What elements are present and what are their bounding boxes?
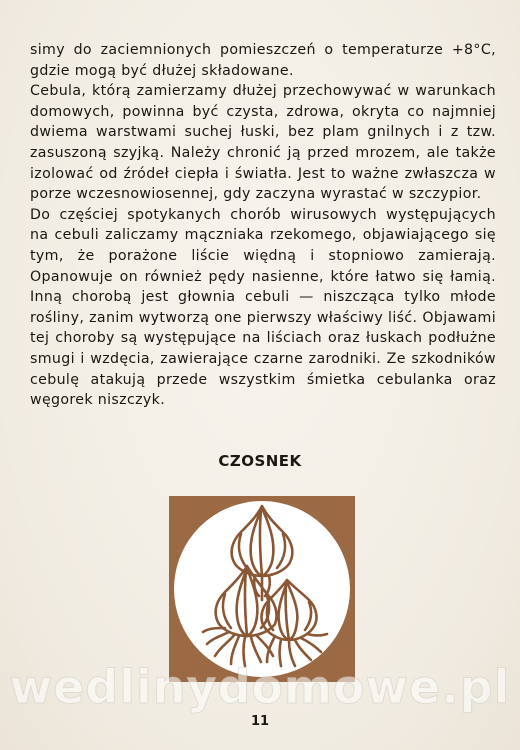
paragraph: Do częściej spotykanych chorób wirusowych występujących na cebuli zaliczamy mączniaka rzekomego, objawiającego się tym, że porażone liście więdną i stopniowo zamierają. Opanowuje on również pędy nasienne, które łatwo się łamią. Inną chorobą jest głownia cebuli — niszcząca tylko młode rośliny, zanim wytworzą one pierwszy właściwy liść. Objawami tej choroby są występujące na liściach oraz łuskach podłużne smugi i wzdęcia, zawierające czarne zarodniki. Ze szkodników cebulę atakują przede wszystkim śmietka cebulanka oraz węgorek niszczyk.: [30, 206, 496, 409]
garlic-bulbs-icon: [169, 496, 355, 682]
paragraph: Cebula, którą zamierzamy dłużej przechowywać w warunkach domowych, powinna być czysta, zdrowa, okryta co najmniej dwiema warstwami suchej łuski, bez plam gnilnych i z tzw. zasuszoną szyjką. Należy chronić ją przed mrozem, ale także izolować od źródeł ciepła i światła. Jest to ważne zwłaszcza w porze wczesnowiosennej, gdy zaczyna wyrastać w szczypior.: [30, 83, 496, 203]
page-number: 11: [250, 714, 270, 729]
watermark: wedlinydomowe.pl: [9, 660, 511, 714]
paragraph: simy do zaciemnionych pomieszczeń o temperaturze +8°C, gdzie mogą być dłużej składowane.: [30, 42, 496, 79]
section-heading: CZOSNEK: [218, 452, 302, 470]
body-text: [30, 40, 496, 411]
garlic-illustration: [169, 496, 355, 682]
